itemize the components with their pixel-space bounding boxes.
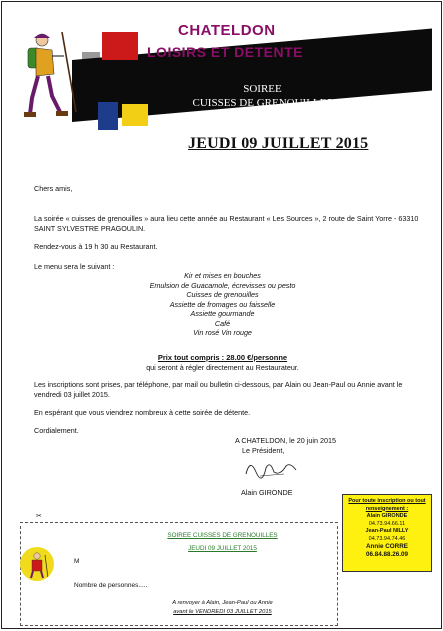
letter-closing: Cordialement. [34,426,79,435]
letter-rendezvous: Rendez-vous à 19 h 30 au Restaurant. [34,242,158,251]
menu-item: Emulsion de Guacamole, écrevisses ou pesto [149,280,296,290]
price-note: qui seront à régler directement au Restaurateur. [146,363,299,372]
hiker-icon [20,547,54,581]
coupon-title: SOIREE CUISSES DE GRENOUILLES [167,532,278,539]
contact-name: Annie CORRE [366,543,408,550]
coupon-date: JEUDI 09 JUILLET 2015 [188,545,257,552]
event-date-title: JEUDI 09 JUILLET 2015 [188,135,369,152]
menu-item: Cuisses de grenouilles [186,290,259,299]
signature-place-date: A CHATELDON, le 20 juin 2015 [235,436,336,445]
coupon-deadline: avant le VENDREDI 03 JUILLET 2015 [173,609,272,615]
coupon-name-label: M [74,558,80,565]
coupon-persons-label: Nombre de personnes..... [74,582,148,589]
contact-name: Alain GIRONDE [366,513,408,519]
menu-item: Kir et mises en bouches [184,271,261,280]
org-title-line2: LOISIRS ET DETENTE [147,44,304,60]
menu-item: Café [214,318,231,328]
handwritten-signature [240,454,300,482]
header-red-square [102,32,138,60]
event-title-line2: CUISSES DE GRENOUILLES [192,97,333,109]
cut-line [20,522,338,523]
contact-phone: 06.84.88.26.09 [365,550,409,558]
event-title-line1: SOIREE [243,83,282,95]
letter-hope: En espérant que vous viendrez nombreux à cette soirée de détente. [34,408,251,417]
letter-menu-intro: Le menu sera le suivant : [34,262,115,271]
scissors-icon: ✂ [36,513,42,520]
letter-greeting: Chers amis, [34,184,73,193]
letter-inscriptions: Les inscriptions sont prises, par téléphone, par mail ou bulletin ci-dessous, par Alain ou Jean-Paul ou Annie avant le vendredi 03 juillet 2015. [34,380,403,399]
signature-role: Le Président, [242,446,285,455]
signature-name: Alain GIRONDE [241,488,293,497]
org-title-line1: CHATELDON [178,22,276,39]
menu-item: Assiette de fromages ou faisselle [169,299,276,309]
contact-phone: 04.73.94.74.46 [368,535,406,542]
coupon-send-to: A renvoyer à Alain, Jean-Paul ou Annie [172,600,273,606]
info-box-heading: Pour toute inscription ou tout renseignement : [348,498,426,512]
price-line: Prix tout compris : 28.00 €/personne [157,353,288,362]
club-logo [20,547,54,581]
contact-name: Jean-Paul NILLY [365,528,409,534]
invitation-page [1,1,442,629]
menu-list [2,271,442,338]
menu-item: Vin rosé Vin rouge [193,328,252,337]
letter-intro: La soirée « cuisses de grenouilles » aura lieu cette année au Restaurant « Les Sources », 2 route de Saint Yorre - 63310 SAINT SYLVESTRE PRAGOULIN. [34,214,419,233]
menu-item: Assiette gourmande [190,309,255,318]
contact-phone: 04.73.94.66.11 [368,520,406,527]
